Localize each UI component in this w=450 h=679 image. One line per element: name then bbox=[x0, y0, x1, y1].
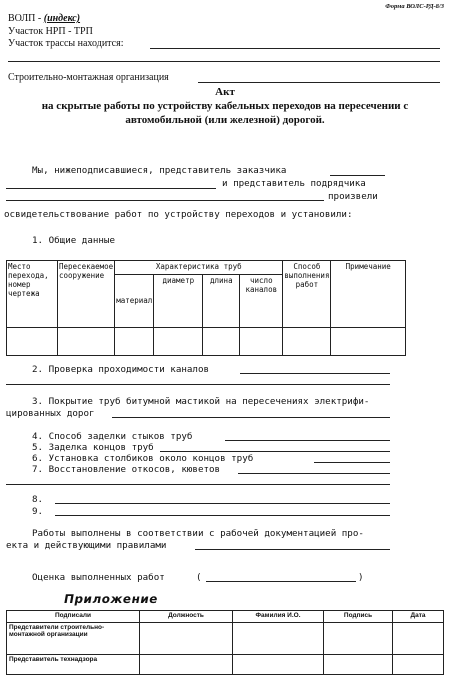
section-label: Участок НРП - ТРП bbox=[8, 26, 93, 37]
col-place: Место перехода, номер чертежа bbox=[7, 261, 58, 328]
item-9: 9. bbox=[32, 506, 44, 517]
route-location-field[interactable] bbox=[150, 48, 440, 49]
route-location-label: Участок трассы находится: bbox=[8, 38, 124, 49]
item-6-field[interactable] bbox=[314, 462, 390, 463]
vols-index: (индекс) bbox=[43, 13, 81, 24]
act-title: Акт bbox=[215, 86, 235, 98]
header-signature: Подпись bbox=[324, 611, 393, 623]
header-date: Дата bbox=[393, 611, 444, 623]
item-4-field[interactable] bbox=[225, 440, 390, 441]
item-4: 4. Способ заделки стыков труб bbox=[32, 431, 193, 442]
customer-rep-field-2[interactable] bbox=[6, 188, 216, 189]
table-cell[interactable] bbox=[331, 327, 406, 355]
table-cell[interactable] bbox=[58, 327, 115, 355]
act-subtitle-2: автомобильной (или железной) дорогой. bbox=[125, 114, 325, 126]
item-3-line-2: цированных дорог bbox=[6, 408, 95, 419]
evaluation-close-paren: ) bbox=[358, 572, 364, 583]
table-cell[interactable] bbox=[233, 623, 324, 655]
table-cell[interactable] bbox=[240, 327, 283, 355]
item-5-field[interactable] bbox=[160, 451, 390, 452]
act-subtitle-1: на скрытые работы по устройству кабельных переходов на пересечении с bbox=[41, 100, 409, 112]
vols-prefix: ВОЛП - bbox=[8, 13, 42, 24]
conclusion-line-2: екта и действующими правилами bbox=[6, 540, 167, 551]
table-cell[interactable] bbox=[283, 327, 331, 355]
evaluation-field[interactable] bbox=[206, 581, 356, 582]
col-diameter: диаметр bbox=[154, 275, 203, 328]
org-field[interactable] bbox=[198, 82, 440, 83]
col-pipe-characteristics: Характеристика труб bbox=[115, 261, 283, 275]
general-data-table bbox=[6, 260, 406, 356]
header-position: Должность bbox=[140, 611, 233, 623]
table-cell[interactable] bbox=[324, 655, 393, 675]
item-3-field[interactable] bbox=[112, 417, 390, 418]
col-channels: число каналов bbox=[240, 275, 283, 328]
signatures-table bbox=[6, 610, 444, 675]
item-8-field[interactable] bbox=[55, 503, 390, 504]
org-label: Строительно-монтажная организация bbox=[8, 72, 169, 83]
route-location-field-2[interactable] bbox=[8, 61, 440, 62]
col-note: Примечание bbox=[331, 261, 406, 328]
col-method: Способ выполнения работ bbox=[283, 261, 331, 328]
col-material: материал bbox=[115, 275, 154, 328]
item-9-field[interactable] bbox=[55, 515, 390, 516]
form-code: Форма ВОЛС-РД-8/3 bbox=[385, 3, 444, 10]
table-cell[interactable] bbox=[203, 327, 240, 355]
table-cell[interactable] bbox=[140, 655, 233, 675]
section-1-title: 1. Общие данные bbox=[32, 235, 115, 246]
item-7: 7. Восстановление откосов, кюветов bbox=[32, 464, 221, 475]
conclusion-line-1: Работы выполнены в соответствии с рабочей документацией про- bbox=[32, 528, 364, 539]
evaluation-label: Оценка выполненных работ bbox=[32, 572, 165, 583]
intro-line-4: освидетельствование работ по устройству переходов и установили: bbox=[4, 209, 353, 220]
customer-rep-field[interactable] bbox=[330, 175, 385, 176]
row-technical-supervision: Представитель технадзора bbox=[7, 655, 140, 675]
evaluation-open-paren: ( bbox=[196, 572, 202, 583]
table-cell[interactable] bbox=[115, 327, 154, 355]
item-2-field-2[interactable] bbox=[6, 384, 390, 385]
intro-line-2: и представитель подрядчика bbox=[222, 178, 366, 189]
contractor-rep-field[interactable] bbox=[6, 200, 324, 201]
intro-line-3: произвели bbox=[328, 191, 378, 202]
item-2: 2. Проверка проходимости каналов bbox=[32, 364, 210, 375]
item-8: 8. bbox=[32, 494, 44, 505]
appendix-heading: Приложение bbox=[62, 592, 160, 606]
item-3-line-1: 3. Покрытие труб битумной мастикой на пересечениях электрифи- bbox=[32, 396, 370, 407]
header-name: Фамилия И.О. bbox=[233, 611, 324, 623]
header-signed: Подписали bbox=[7, 611, 140, 623]
table-cell[interactable] bbox=[140, 623, 233, 655]
intro-line-1: Мы, нижеподписавшиеся, представитель заказчика bbox=[32, 165, 287, 176]
item-5: 5. Заделка концов труб bbox=[32, 442, 154, 453]
table-cell[interactable] bbox=[393, 655, 444, 675]
item-6: 6. Установка столбиков около концов труб bbox=[32, 453, 254, 464]
table-cell[interactable] bbox=[393, 623, 444, 655]
col-crossing: Пересекаемое сооружение bbox=[58, 261, 115, 328]
col-length: длина bbox=[203, 275, 240, 328]
table-cell[interactable] bbox=[154, 327, 203, 355]
item-7-field[interactable] bbox=[238, 473, 390, 474]
table-cell[interactable] bbox=[324, 623, 393, 655]
vols-label bbox=[8, 13, 80, 24]
table-cell[interactable] bbox=[7, 327, 58, 355]
item-7-field-2[interactable] bbox=[6, 484, 390, 485]
row-construction-org: Представители строительно-монтажной организации bbox=[7, 623, 140, 655]
conclusion-field[interactable] bbox=[195, 549, 390, 550]
table-cell[interactable] bbox=[233, 655, 324, 675]
item-2-field[interactable] bbox=[240, 373, 390, 374]
